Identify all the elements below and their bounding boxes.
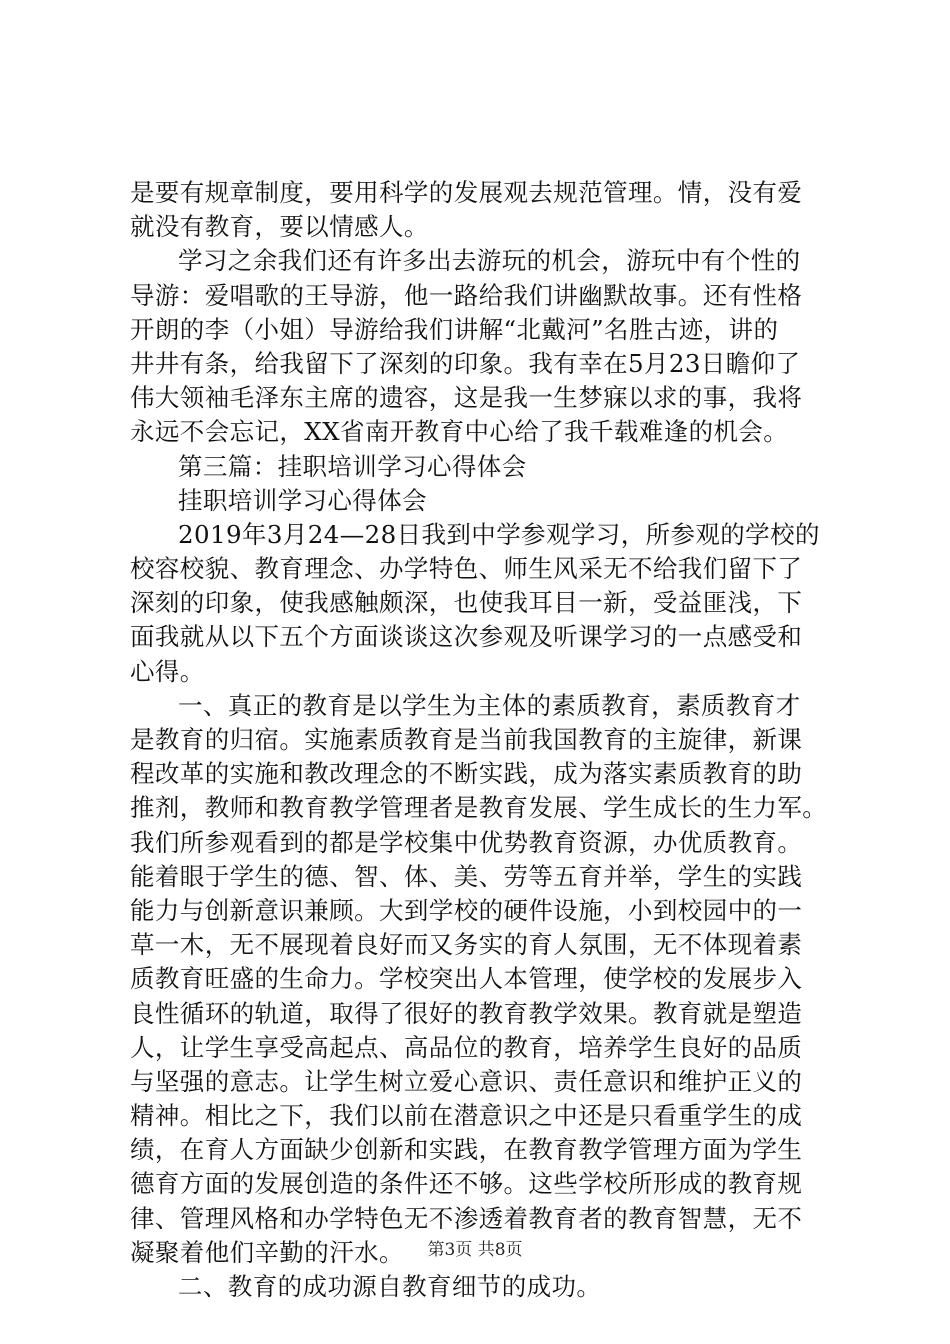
text-line: 凝聚着他们辛勤的汗水。 — [130, 1237, 404, 1267]
text-line: 草一木，无不展现着良好而又务实的育人氛围，无不体现着素 — [130, 930, 803, 960]
text-line: 心得。 — [130, 656, 205, 686]
text-line: 伟大领袖毛泽东主席的遗容，这是我一生梦寐以求的事，我将 — [130, 383, 803, 413]
text-line: 2019年3月24—28日我到中学参观学习，所参观的学校的 — [178, 519, 820, 549]
page-footer — [0, 1238, 950, 1262]
text-line: 人，让学生享受高起点、高品位的教育，培养学生良好的品质 — [130, 1032, 803, 1062]
text-line: 开朗的李（小姐）导游给我们讲解“北戴河”名胜古迹，讲的 — [130, 314, 779, 344]
text-line: 能力与创新意识兼顾。大到学校的硬件设施，小到校园中的一 — [130, 895, 803, 925]
text-line: 推剂，教师和教育教学管理者是教育发展、学生成长的生力军。 — [130, 793, 828, 823]
article-title: 挂职培训学习心得体会 — [178, 485, 427, 515]
text-line: 就没有教育，要以情感人。 — [130, 212, 429, 242]
text-line: 良性循环的轨道，取得了很好的教育教学效果。教育就是塑造 — [130, 998, 803, 1028]
text-line: 能着眼于学生的德、智、体、美、劳等五育并举，学生的实践 — [130, 861, 803, 891]
text-line: 是要有规章制度，要用科学的发展观去规范管理。情，没有爱 — [130, 178, 803, 207]
text-line: 二、教育的成功源自教育细节的成功。 — [178, 1272, 602, 1301]
text-line: 学习之余我们还有许多出去游玩的机会，游玩中有个性的 — [178, 246, 801, 276]
text-line: 程改革的实施和教改理念的不断实践，成为落实素质教育的助 — [130, 759, 803, 789]
text-line: 律、管理风格和办学特色无不渗透着教育者的教育智慧，无不 — [130, 1203, 803, 1233]
text-line: 面我就从以下五个方面谈谈这次参观及听课学习的一点感受和 — [130, 622, 803, 652]
text-line: 绩，在育人方面缺少创新和实践，在教育教学管理方面为学生 — [130, 1135, 803, 1165]
text-line: 精神。相比之下，我们以前在潜意识之中还是只看重学生的成 — [130, 1101, 803, 1131]
text-line: 是教育的归宿。实施素质教育是当前我国教育的主旋律，新课 — [130, 725, 803, 754]
text-line: 与坚强的意志。让学生树立爱心意识、责任意识和维护正义的 — [130, 1066, 803, 1096]
text-line: 校容校貌、教育理念、办学特色、师生风采无不给我们留下了 — [130, 554, 803, 584]
text-line: 质教育旺盛的生命力。学校突出人本管理，使学校的发展步入 — [130, 964, 803, 994]
text-line: 永远不会忘记，XX省南开教育中心给了我千载难逢的机会。 — [130, 417, 789, 447]
text-line: 导游：爱唱歌的王导游，他一路给我们讲幽默故事。还有性格 — [130, 280, 803, 310]
section-heading: 第三篇：挂职培训学习心得体会 — [178, 451, 527, 481]
text-line: 一、真正的教育是以学生为主体的素质教育，素质教育才 — [178, 690, 801, 720]
text-line: 深刻的印象，使我感触颇深，也使我耳目一新，受益匪浅，下 — [130, 588, 803, 618]
text-line: 井井有条，给我留下了深刻的印象。我有幸在5月23日瞻仰了 — [130, 348, 801, 378]
page-number: 第3页 共8页 — [427, 1240, 523, 1260]
document-body — [130, 176, 830, 1304]
text-line: 我们所参观看到的都是学校集中优势教育资源，办优质教育。 — [130, 827, 803, 857]
text-line: 德育方面的发展创造的条件还不够。这些学校所形成的教育规 — [130, 1169, 803, 1199]
